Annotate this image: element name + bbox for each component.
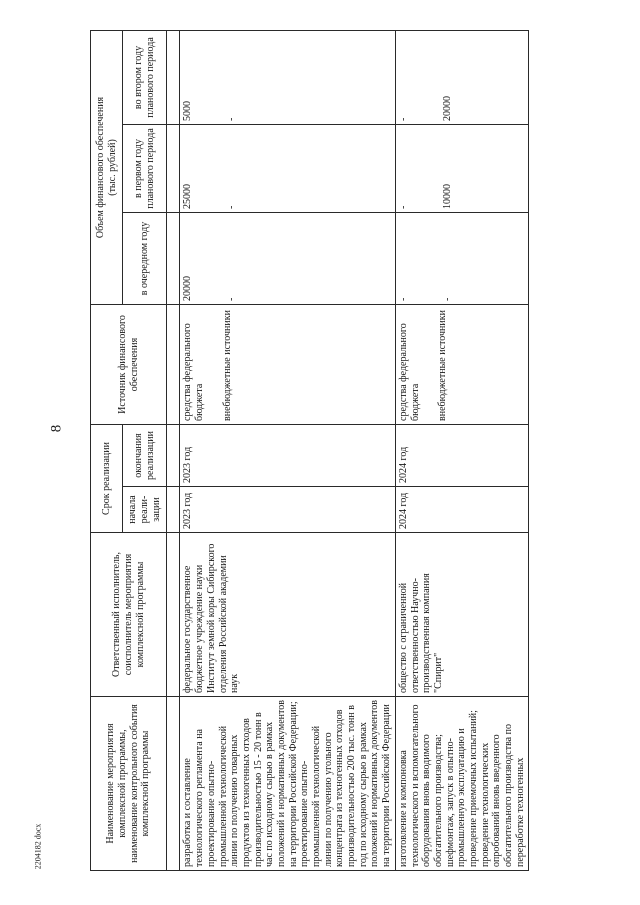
value-extrabudget-y1: - [226,297,238,301]
page-number: 8 [48,424,65,433]
value-extrabudget-y1: - [441,297,453,301]
first-planning-year-values [180,125,395,213]
header-activity-name: Наименование мероприятия комплексной программы, наименование контрольного события комплексной программы [91,697,167,871]
rotated-table-container [90,31,582,871]
value-federal-y2: 25000 [182,184,194,209]
second-planning-year-values [395,30,529,124]
start-year: 2024 год [395,487,529,533]
header-gap-row [167,30,180,870]
value-federal-y1: - [397,297,409,301]
file-name: 2204182 docx [33,823,43,870]
header-funding-volume-line2: (тыс. рублей) [106,139,118,196]
value-extrabudget-y3: - [226,117,238,121]
value-federal-y3: 5000 [182,101,194,121]
value-extrabudget-y3: 20000 [441,96,453,121]
funding-sources [180,305,395,425]
header-first-planning-year: в первом году планового периода [123,125,167,213]
end-year: 2023 год [180,425,395,487]
header-period-start: начала реали-зации [123,487,167,533]
header-period-end: окончания реализации [123,425,167,487]
header-funding-volume-line1: Объем финансового обеспечения [95,96,106,239]
table-row [180,30,395,870]
source-extrabudget: внебюджетные источники [221,310,233,421]
value-federal-y1: 20000 [182,276,194,301]
value-extrabudget-y2: - [226,205,238,209]
table-row [395,30,529,870]
executor-name: общество с ограниченной ответственностью Научно-производственная компания "Спирит" [395,533,529,697]
header-implementation-period: Срок реализации [91,425,123,533]
header-current-year: в очередном году [123,213,167,305]
header-funding-volume [91,30,123,304]
source-federal: средства федерального бюджета [182,323,206,421]
header-funding-source: Источник финансового обеспечения [91,305,167,425]
first-planning-year-values [395,125,529,213]
value-federal-y2: - [397,205,409,209]
header-executor: Ответственный исполнитель, соисполнитель мероприятия комплексной программы [91,533,167,697]
funding-table [90,30,529,871]
value-extrabudget-y2: 10000 [441,184,453,209]
current-year-values [395,213,529,305]
value-federal-y3: - [397,117,409,121]
activity-description: разработка и составление технологического регламента на проектирование опытно-промышленной технологической линии по получению товарных продуктов из техногенных отходов производительностью 15 - 20 тонн в час по исходному сырью в рамках положений и нормативных документов на территории Российской Федерации; проектирование опытно-промышленной технологической линии по получению угольного концентрата из техногенных отходов производительностью 200 тыс. тонн в год по исходному сырью в рамках положений и нормативных документов на территории Российской Федерации [180,697,395,871]
current-year-values [180,213,395,305]
header-second-planning-year: во втором году планового периода [123,30,167,124]
second-planning-year-values [180,30,395,124]
activity-description: изготовление и компоновка технологического и вспомогательного оборудования вновь вводимого обогатительного производства; шефмонтаж, запуск в опытно-промышленную эксплуатацию и проведение приемочных испытаний; проведение технологических опробований вновь введенного обогатительного производства по переработке техногенных [395,697,529,871]
end-year: 2024 год [395,425,529,487]
funding-sources [395,305,529,425]
source-federal: средства федерального бюджета [397,323,421,421]
executor-name: федеральное государственное бюджетное учреждение науки Институт земной коры Сибирского отделения Российской академии наук [180,533,395,697]
source-extrabudget: внебюджетные источники [437,310,449,421]
start-year: 2023 год [180,487,395,533]
